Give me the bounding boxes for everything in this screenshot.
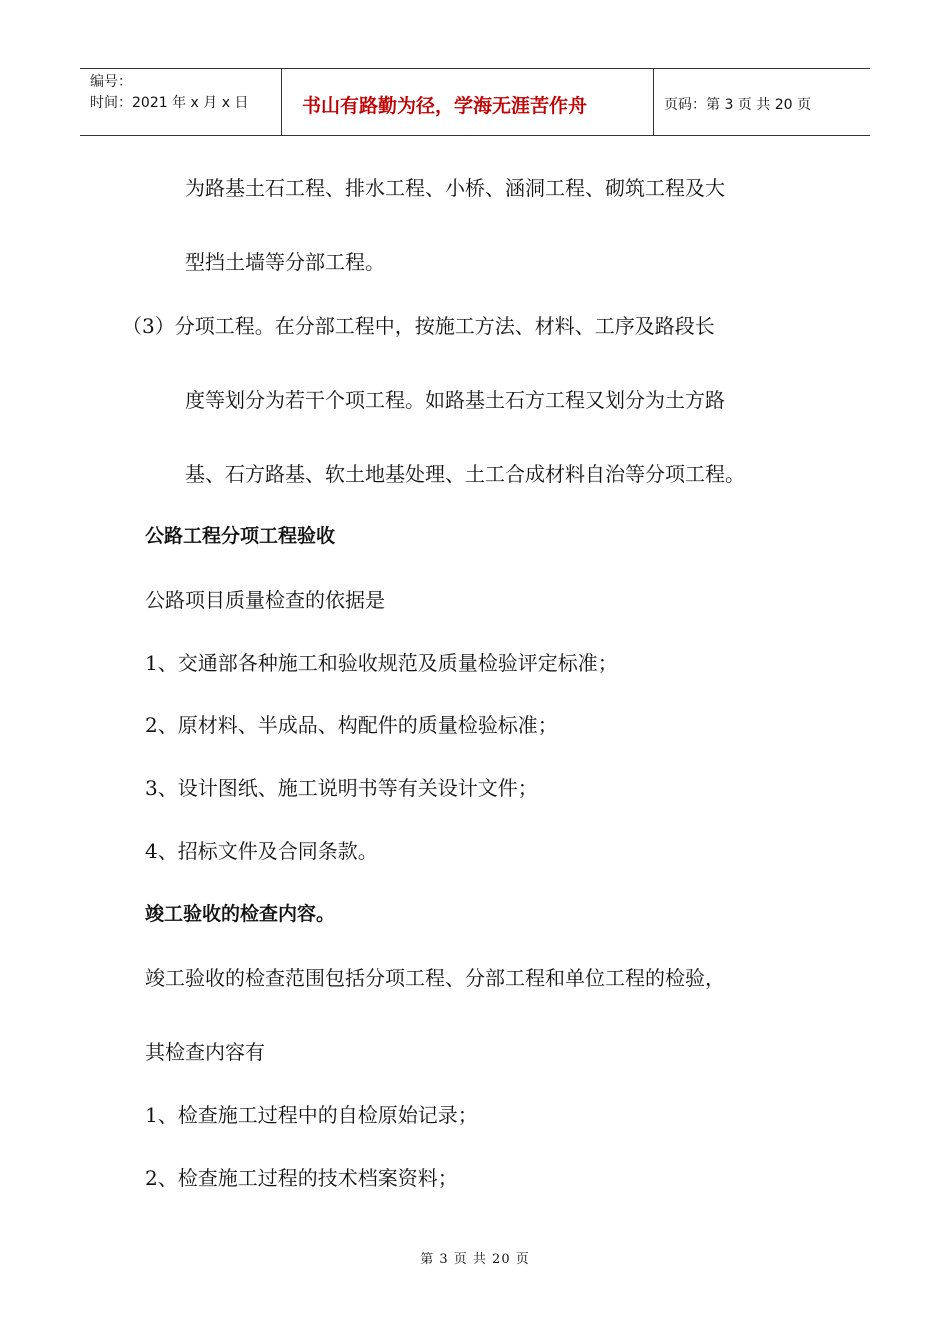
body-line: （3）分项工程。在分部工程中，按施工方法、材料、工序及路段长 [122,314,715,338]
section-heading: 竣工验收的检查内容。 [145,903,336,925]
list-item: 1、检查施工过程中的自检原始记录； [145,1103,478,1127]
list-item: 1、交通部各种施工和验收规范及质量检验评定标准； [145,651,618,675]
section-heading: 公路工程分项工程验收 [145,525,336,547]
header-motto: 书山有路勤为径，学海无涯苦作舟 [282,69,654,135]
document-date: 时间：2021 年 x 月 x 日 [90,95,249,111]
list-item: 3、设计图纸、施工说明书等有关设计文件； [145,776,538,800]
body-line: 为路基土石工程、排水工程、小桥、涵洞工程、砌筑工程及大 [185,176,725,200]
list-item: 2、检查施工过程的技术档案资料； [145,1166,458,1190]
body-line: 公路项目质量检查的依据是 [145,588,385,612]
list-item: 2、原材料、半成品、构配件的质量检验标准； [145,713,558,737]
body-line: 型挡土墙等分部工程。 [185,250,385,274]
header-page-info: 页码：第 3 页 共 20 页 [664,97,811,113]
list-item: 4、招标文件及合同条款。 [145,839,378,863]
body-line: 竣工验收的检查范围包括分项工程、分部工程和单位工程的检验， [145,966,725,990]
page-footer: 第 3 页 共 20 页 [420,1252,530,1267]
body-line: 其检查内容有 [145,1040,265,1064]
page-header [80,68,870,136]
document-number-label: 编号： [90,74,132,90]
header-meta [80,69,282,135]
body-line: 度等划分为若干个项工程。如路基土石方工程又划分为土方路 [185,388,725,412]
body-line: 基、石方路基、软土地基处理、土工合成材料自治等分项工程。 [185,462,745,486]
